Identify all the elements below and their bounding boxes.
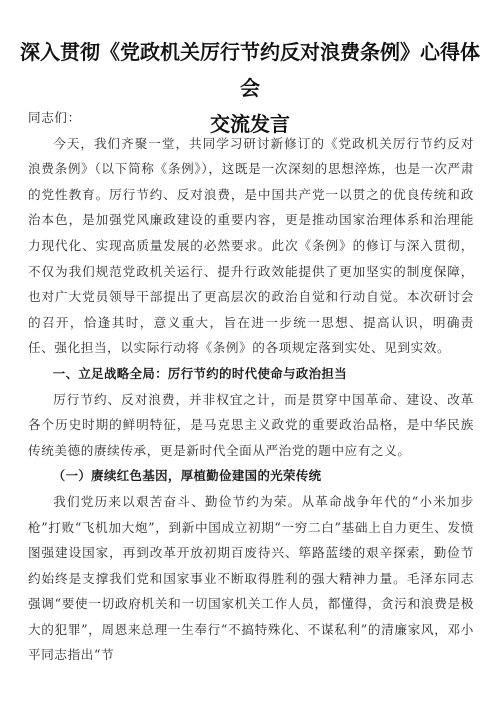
intro-paragraph: 今天，我们齐聚一堂，共同学习研讨新修订的《党政机关厉行节约反对浪费条例》（以下简称《条例》），这既是一次深刻的思想淬炼，也是一次严肃的党性教育。厉行节约、反对浪费，是中国共产党一以贯之的优良传统和政治本色，是加强党风廉政建设的重要内容，更是推动国家治理体系和治理能力现代化、实现高质量发展的必然要求。此次《条例》的修订与深入贯彻，不仅为我们规范党政机关运行、提升行政效能提供了更加坚实的制度保障，也对广大党员领导干部提出了更高层次的政治自觉和行动自觉。本次研讨会的召开，恰逢其时，意义重大，旨在进一步统一思想、提高认识，明确责任、强化担当，以实际行动将《条例》的各项规定落到实处、见到实效。 [28, 135, 474, 356]
document-body [28, 105, 474, 668]
title-line-2: 交流发言 [210, 112, 290, 136]
salutation: 同志们： [28, 110, 81, 125]
subsection-1-paragraph: 我们党历来以艰苦奋斗、勤俭节约为荣。从革命战争年代的“小米加步枪”打败“飞机加大炮”，到新中国成立初期“一穷二白”基础上自力更生、发愤图强建设国家，再到改革开放初期百废待兴、筚路蓝缕的艰辛探索，勤俭节约始终是支撑我们党和国家事业不断取得胜利的强大精神力量。毛泽东同志强调“要使一切政府机关和一切国家机关工作人员，都懂得，贪污和浪费是极大的犯罪”，周恩来总理一生奉行“不搞特殊化、不谋私利”的清廉家风，邓小平同志指出“节 [28, 493, 474, 663]
title-line-1: 深入贯彻《党政机关厉行节约反对浪费条例》心得体会 [20, 40, 480, 100]
section-1-paragraph: 厉行节约、反对浪费，并非权宜之计，而是贯穿中国革命、建设、改革各个历史时期的鲜明特征，是马克思主义政党的重要政治品格，是中华民族传统美德的赓续传承，更是新时代全面从严治党的题中应有之义。 [28, 391, 474, 458]
section-1-heading: 一、立足战略全局：厉行节约的时代使命与政治担当 [52, 365, 347, 381]
subsection-1-heading: （一）赓续红色基因，厚植勤俭建国的光荣传统 [52, 468, 322, 484]
